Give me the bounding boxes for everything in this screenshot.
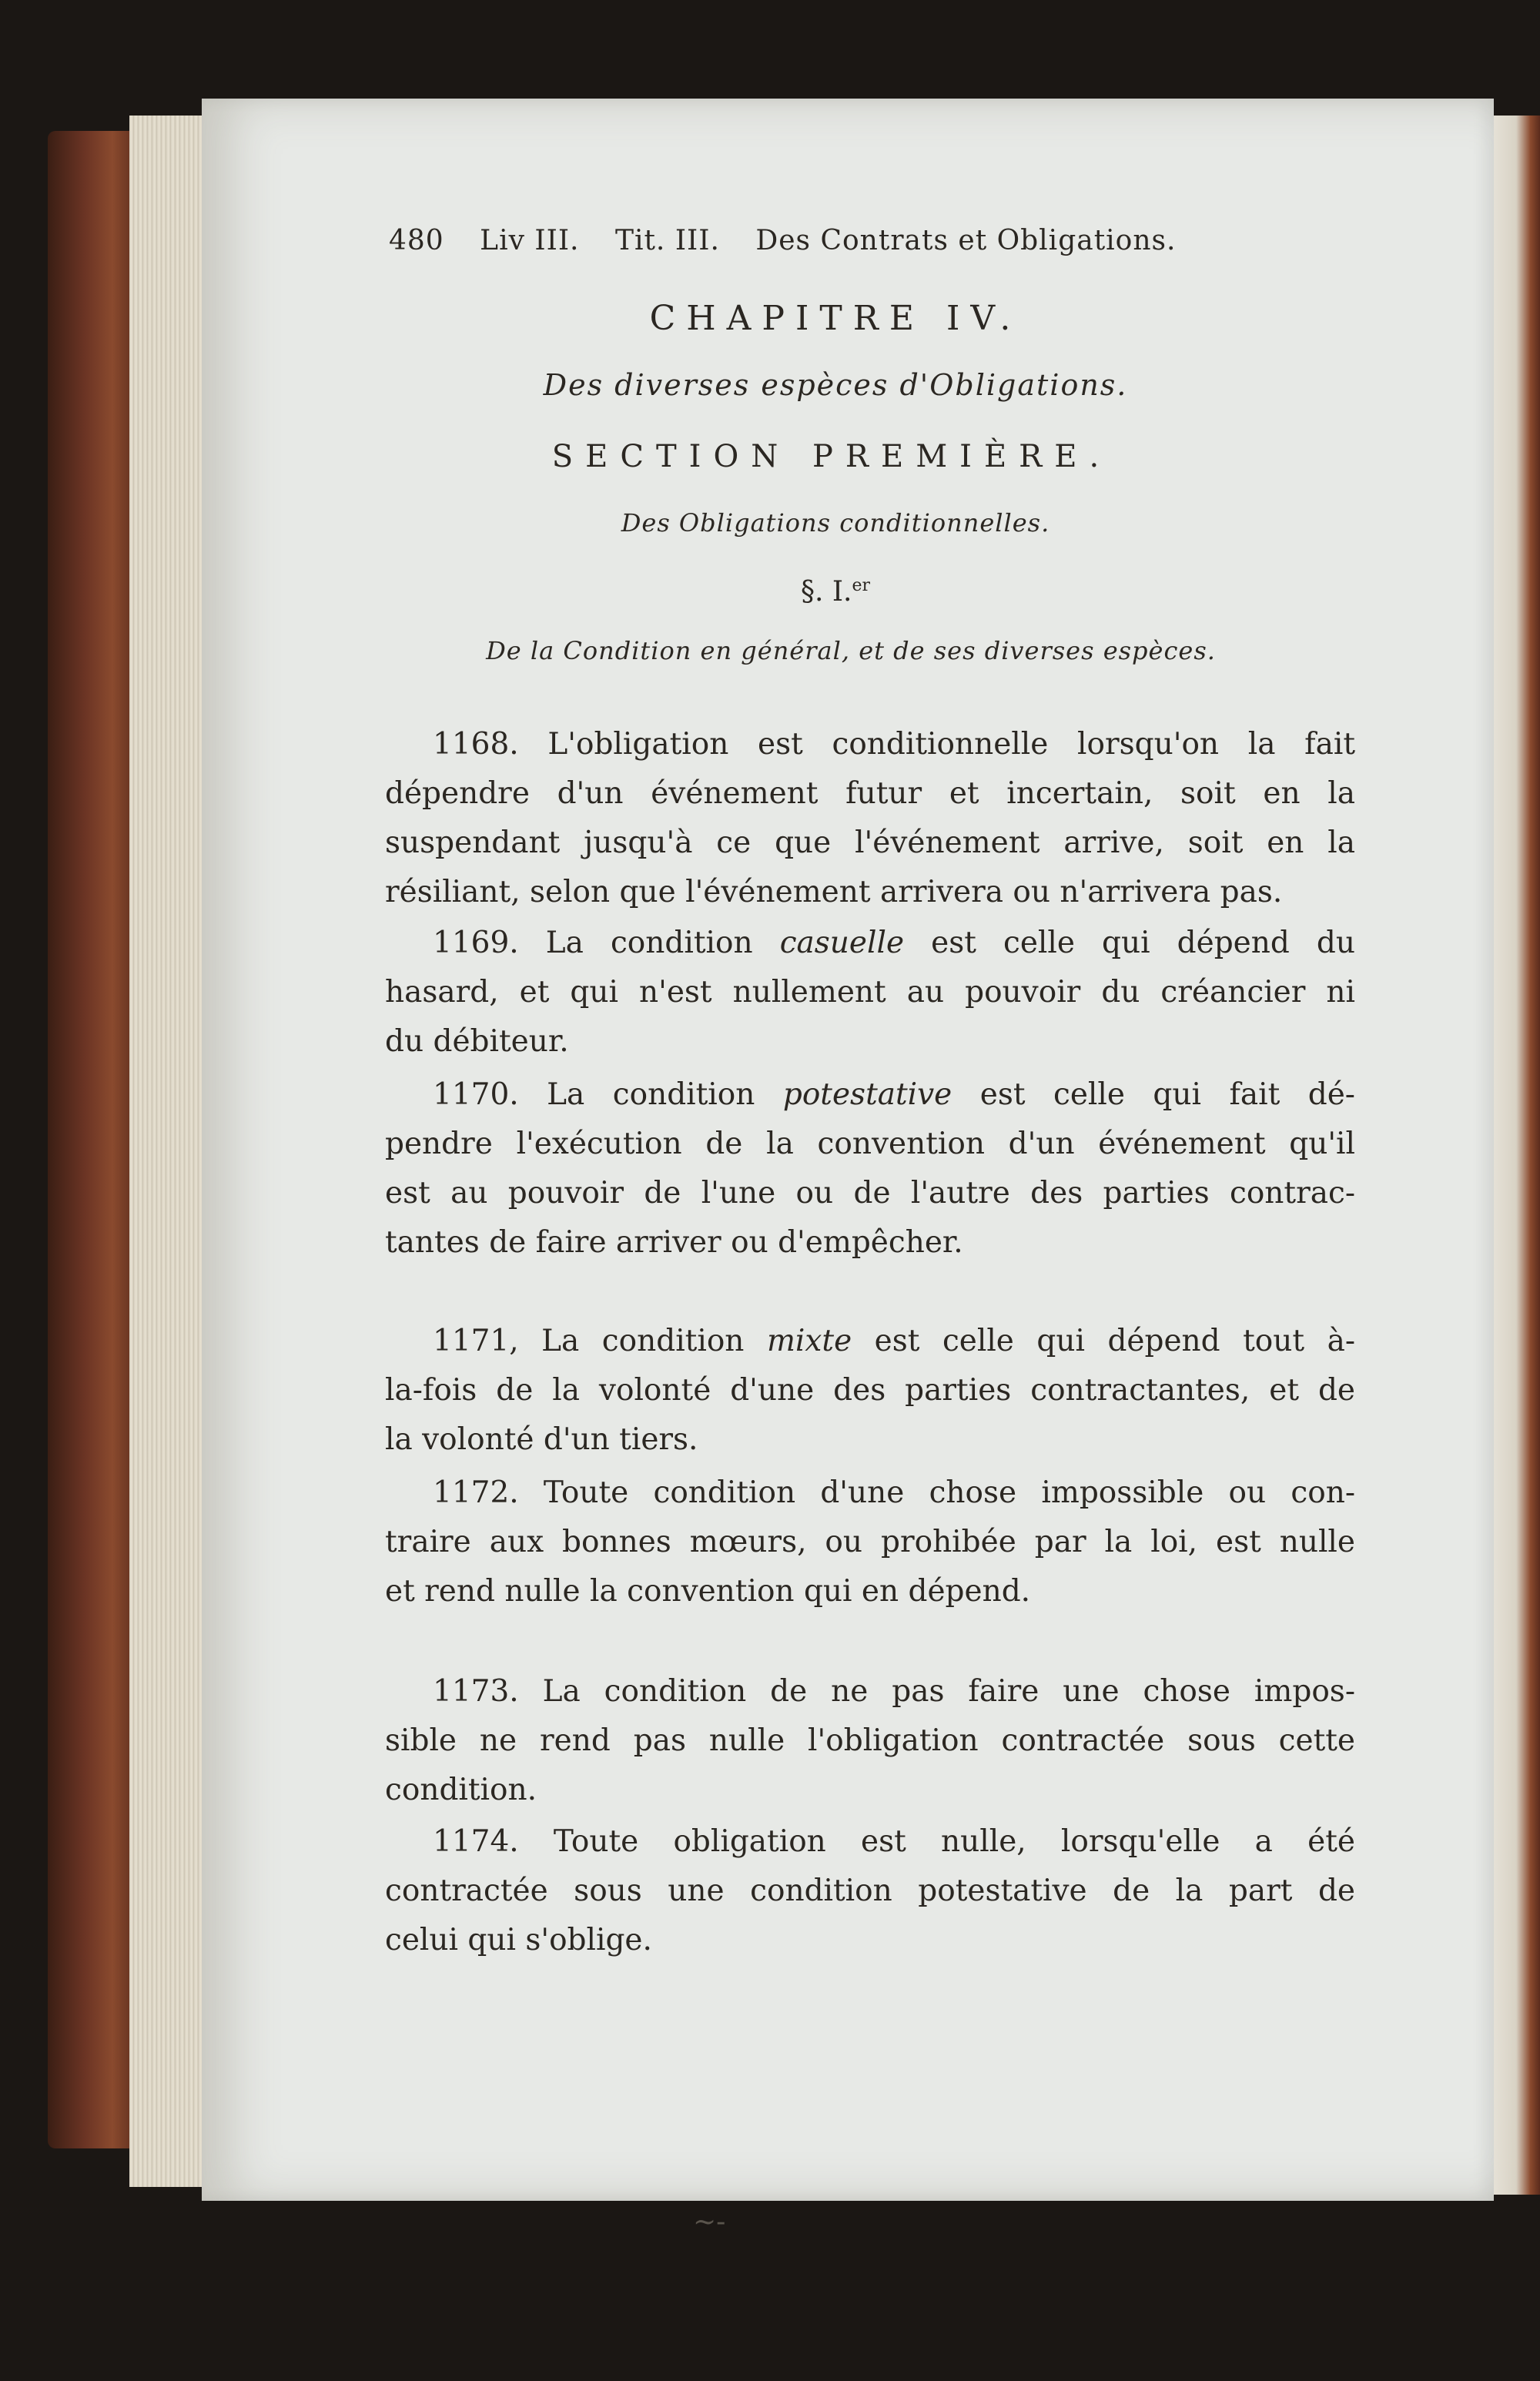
article-line-end: est celle qui dépend du — [931, 926, 1355, 960]
article-term: mixte — [766, 1324, 852, 1358]
article-line: contractée sous une condition potestative de la part de — [385, 1874, 1355, 1908]
article-line: suspendant jusqu'à ce que l'événement arrive, soit en la — [385, 825, 1355, 860]
article-line: traire aux bonnes mœurs, ou prohibée par la loi, est nulle — [385, 1525, 1355, 1559]
article-line — [385, 1317, 1355, 1366]
header-titre: Tit. III. — [614, 225, 720, 256]
running-header — [389, 225, 1176, 256]
article-term: potestative — [782, 1077, 952, 1112]
article-line: celui qui s'oblige. — [385, 1923, 652, 1957]
article-1169 — [385, 919, 1355, 1067]
chapter-subtitle: Des diverses espèces d'Obligations. — [543, 368, 1128, 402]
section-heading: SECTION PREMIÈRE. — [551, 439, 1112, 474]
chapter-heading: CHAPITRE IV. — [649, 299, 1022, 338]
article-line-start: 1170. La condition — [433, 1077, 755, 1112]
book-cover-left — [48, 131, 140, 2148]
article-1171 — [385, 1317, 1355, 1465]
page-number: 480 — [389, 225, 444, 256]
header-running-title: Des Contrats et Obligations. — [755, 225, 1177, 256]
article-line: du débiteur. — [385, 1024, 569, 1059]
article-line: pendre l'exécution de la convention d'un événement qu'il — [385, 1127, 1355, 1161]
facing-page-edge — [1492, 116, 1540, 2195]
article-line-start: 1171, La condition — [433, 1324, 745, 1358]
article-line: sible ne rend pas nulle l'obligation contractée sous cette — [385, 1723, 1355, 1758]
article-line: 1173. La condition de ne pas faire une chose impos- — [433, 1674, 1355, 1709]
article-line: hasard, et qui n'est nullement au pouvoir du créancier ni — [385, 975, 1355, 1010]
signature-mark: ~- — [693, 2206, 726, 2238]
article-line: 1168. L'obligation est conditionnelle lorsqu'on la fait — [433, 727, 1355, 762]
paragraph-mark-sup: er — [852, 576, 871, 595]
article-line: 1172. Toute condition d'une chose impossible ou con- — [433, 1475, 1355, 1510]
paragraph-subtitle: De la Condition en général, et de ses diverses espèces. — [486, 636, 1216, 665]
article-1170 — [385, 1070, 1355, 1268]
article-line: est au pouvoir de l'une ou de l'autre des parties contrac- — [385, 1176, 1355, 1211]
paragraph-mark — [0, 576, 1540, 608]
paragraph-mark-text: §. I. — [800, 576, 852, 608]
article-1173 — [385, 1667, 1355, 1815]
article-term: casuelle — [779, 926, 905, 960]
article-line: dépendre d'un événement futur et incertain, soit en la — [385, 776, 1355, 811]
article-1174 — [385, 1817, 1355, 1965]
header-livre: Liv III. — [480, 225, 580, 256]
article-line: 1174. Toute obligation est nulle, lorsqu'elle a été — [433, 1824, 1355, 1859]
article-line-end: est celle qui dépend tout à- — [874, 1324, 1356, 1358]
article-line: la-fois de la volonté d'une des parties contractantes, et de — [385, 1373, 1355, 1408]
article-line: tantes de faire arriver ou d'empêcher. — [385, 1225, 963, 1260]
article-line: et rend nulle la convention qui en dépend. — [385, 1574, 1031, 1609]
page-edges — [129, 116, 206, 2187]
section-subtitle: Des Obligations conditionnelles. — [621, 508, 1050, 537]
article-line: condition. — [385, 1773, 537, 1807]
article-1168 — [385, 720, 1355, 917]
article-line-end: est celle qui fait dé- — [979, 1077, 1355, 1112]
article-line-start: 1169. La condition — [433, 926, 753, 960]
article-line — [385, 1070, 1355, 1120]
article-1172 — [385, 1468, 1355, 1616]
article-line: résiliant, selon que l'événement arrivera ou n'arrivera pas. — [385, 875, 1283, 909]
article-line: la volonté d'un tiers. — [385, 1422, 698, 1457]
article-line — [385, 919, 1355, 968]
